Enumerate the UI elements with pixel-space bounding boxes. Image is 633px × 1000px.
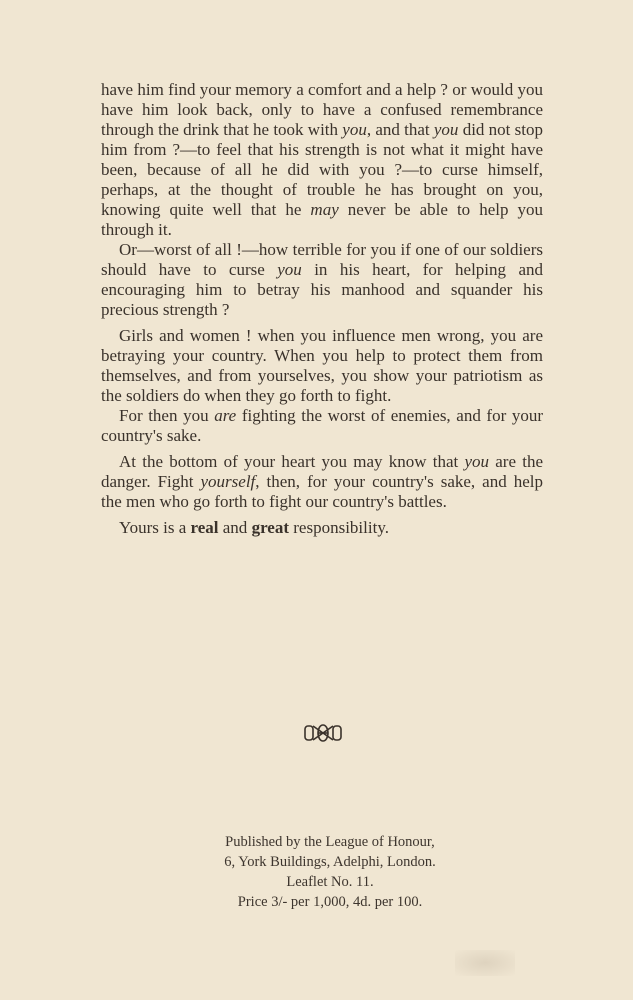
emphasis-text: you	[433, 120, 459, 139]
bold-text: great	[251, 518, 290, 537]
text-run: , and that	[366, 120, 434, 139]
emphasis-text: may	[310, 200, 339, 219]
paragraph	[101, 518, 543, 538]
leaflet-number: Leaflet No. 11.	[286, 874, 374, 890]
text-run: , then, for your country's sake, and help the men who go forth to fight our country's battles.	[101, 472, 543, 511]
text-run: fighting the worst of enemies, and for your country's sake.	[101, 406, 544, 445]
emphasis-text: are	[214, 406, 237, 425]
address-line: 6, York Buildings, Adelphi, London.	[224, 854, 436, 870]
paragraph	[101, 80, 543, 240]
text-run: did not stop him from ?—to feel that his strength is not what it might have been, because of all he did with you ?—to curse himself, perhaps, at the thought of trouble he has brought on you, knowing quite well that he	[101, 120, 543, 219]
leaflet-body-text	[101, 80, 543, 538]
text-run: For then you	[119, 406, 215, 425]
price-line: Price 3/- per 1,000, 4d. per 100.	[237, 894, 423, 910]
paragraph	[101, 240, 543, 320]
text-run: in his heart, for helping and encouraging him to betray his manhood and squander his precious strength ?	[101, 260, 543, 319]
emphasis-text: you	[464, 452, 490, 471]
paragraph	[101, 452, 543, 512]
publisher-line: Published by the League of Honour,	[225, 834, 435, 850]
emphasis-text: you	[342, 120, 367, 139]
emphasis-text: yourself	[200, 472, 256, 491]
publisher-footer	[150, 832, 510, 912]
printers-ornament-icon	[304, 722, 342, 744]
text-run: Girls and women ! when you influence men wrong, you are betraying your country. When you help to protect them from themselves, and from yourselves, you show your patriotism as the soldiers do when they go forth to fight.	[101, 326, 543, 405]
text-run: have him find your memory a comfort and a help ? or would you have him look back, only to have a confused remembrance through the drink that he took with	[101, 80, 543, 139]
text-run: are the danger. Fight	[101, 452, 543, 491]
text-run: and	[218, 518, 252, 537]
text-run: Yours is a	[119, 518, 191, 537]
paper-smudge	[455, 950, 515, 976]
text-run: responsibility.	[289, 518, 389, 537]
bold-text: real	[190, 518, 219, 537]
text-run: never be able to help you through it.	[101, 200, 543, 239]
paragraph	[101, 406, 543, 446]
emphasis-text: you	[277, 260, 302, 279]
paragraph	[101, 326, 543, 406]
text-run: At the bottom of your heart you may know that	[119, 452, 465, 471]
text-run: Or—worst of all !—how terrible for you if one of our soldiers should have to curse	[101, 240, 543, 279]
